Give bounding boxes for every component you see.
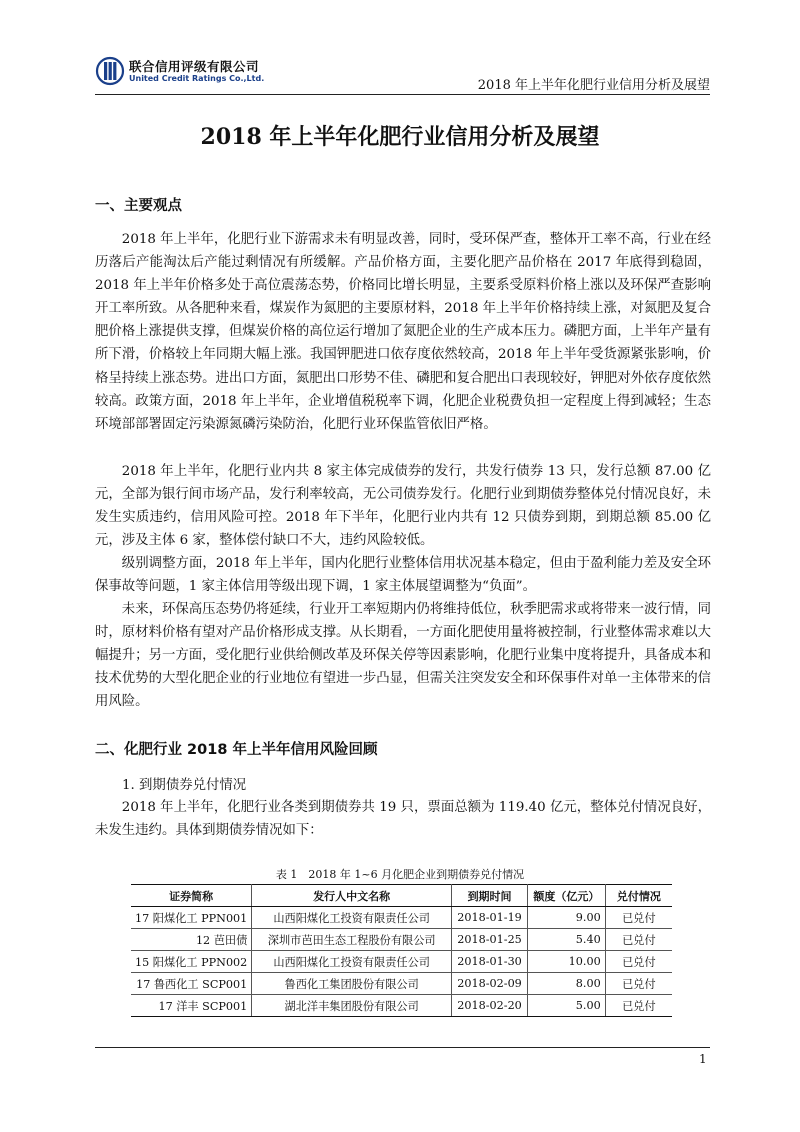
page-number: 1 <box>699 1052 707 1066</box>
cell-security: 17 阳煤化工 PPN001 <box>131 907 252 929</box>
cell-issuer: 深圳市芭田生态工程股份有限公司 <box>252 929 452 951</box>
cell-status: 已兑付 <box>605 995 672 1017</box>
cell-amount: 5.00 <box>528 995 606 1017</box>
document-title: 2018 年上半年化肥行业信用分析及展望 <box>200 124 600 150</box>
section-heading-2: 二、化肥行业 2018 年上半年信用风险回顾 <box>95 742 378 758</box>
paragraph-1: 2018 年上半年，化肥行业下游需求未有明显改善，同时，受环保严查，整体开工率不高，行业在经历落后产能淘汰后产能过剩情况有所缓解。产品价格方面，主要化肥产品价格在 2017 年底得到稳固，2018 年上半年价格多处于高位震荡态势，价格同比增长明显，主要系受原料价格上涨以及环保严查影响开工率所致。从各肥种来看，煤炭作为氮肥的主要原材料，2018 年上半年价格持续上涨，对氮肥及复合肥价格上涨提供支撑，但煤炭价格的高位运行增加了氮肥企业的生产成本压力。磷肥方面，上半年产量有所下滑，价格较上年同期大幅上涨。我国钾肥进口依存度依然较高，2018 年上半年受货源紧张影响，价格呈持续上涨态势。进出口方面，氮肥出口形势不佳、磷肥和复合肥出口表现较好，钾肥对外依存度依然较高。政策方面，2018 年上半年，企业增值税税率下调，化肥企业税费负担一定程度上得到减轻；生态环境部部署固定污染源氮磷污染防治，化肥行业环保监管依旧严格。 <box>95 232 711 432</box>
paragraph-4: 未来，环保高压态势仍将延续，行业开工率短期内仍将维持低位，秋季肥需求或将带来一波行情，同时，原材料价格有望对产品价格形成支撑。从长期看，一方面化肥使用量将被控制，行业整体需求难以大幅提升；另一方面，受化肥行业供给侧改革及环保关停等因素影响，化肥行业集中度将提升，具备成本和技术优势的大型化肥企业的行业地位有望进一步凸显，但需关注突发安全和环保事件对单一主体带来的信用风险。 <box>95 602 711 710</box>
bond-maturity-table <box>131 884 672 1017</box>
subsection-heading: 1. 到期债券兑付情况 <box>122 778 247 793</box>
col-header-maturity: 到期时间 <box>452 885 528 907</box>
paragraph-2: 2018 年上半年，化肥行业内共 8 家主体完成债券的发行，共发行债券 13 只，发行总额 87.00 亿元，全部为银行间市场产品，发行利率较高，无公司债券发行。化肥行业到期债券整体兑付情况良好，未发生实质违约，信用风险可控。2018 年下半年，化肥行业内共有 12 只债券到期，到期总额 85.00 亿元，涉及主体 6 家，整体偿付缺口不大，违约风险较低。 <box>95 464 711 549</box>
cell-amount: 10.00 <box>528 951 606 973</box>
table-row <box>131 907 672 929</box>
header-divider <box>95 94 710 95</box>
cell-issuer: 湖北洋丰集团股份有限公司 <box>252 995 452 1017</box>
table-row <box>131 951 672 973</box>
cell-amount: 5.40 <box>528 929 606 951</box>
col-header-security: 证券简称 <box>131 885 252 907</box>
cell-security: 12 芭田债 <box>131 929 252 951</box>
table-row <box>131 929 672 951</box>
cell-maturity: 2018-01-30 <box>452 951 528 973</box>
cell-status: 已兑付 <box>605 907 672 929</box>
cell-amount: 8.00 <box>528 973 606 995</box>
company-name-cn: 联合信用评级有限公司 <box>129 59 260 74</box>
cell-security: 15 阳煤化工 PPN002 <box>131 951 252 973</box>
cell-security: 17 鲁西化工 SCP001 <box>131 973 252 995</box>
table-caption: 表 1 2018 年 1~6 月化肥企业到期债券兑付情况 <box>275 868 525 881</box>
company-name-en: United Credit Ratings Co.,Ltd. <box>129 74 265 83</box>
cell-maturity: 2018-02-09 <box>452 973 528 995</box>
paragraph-3: 级别调整方面，2018 年上半年，国内化肥行业整体信用状况基本稳定，但由于盈利能力差及安全环保事故等问题，1 家主体信用等级出现下调，1 家主体展望调整为“负面”。 <box>95 556 711 595</box>
table-row <box>131 973 672 995</box>
ucr-logo-icon <box>95 56 125 86</box>
paragraph-5: 2018 年上半年，化肥行业各类到期债券共 19 只，票面总额为 119.40 亿元，整体兑付情况良好，未发生违约。具体到期债券情况如下： <box>95 800 711 839</box>
col-header-amount: 额度（亿元） <box>528 885 606 907</box>
section-heading-1: 一、主要观点 <box>95 198 182 214</box>
cell-security: 17 洋丰 SCP001 <box>131 995 252 1017</box>
cell-amount: 9.00 <box>528 907 606 929</box>
col-header-status: 兑付情况 <box>605 885 672 907</box>
cell-maturity: 2018-01-19 <box>452 907 528 929</box>
cell-issuer: 山西阳煤化工投资有限责任公司 <box>252 951 452 973</box>
cell-maturity: 2018-02-20 <box>452 995 528 1017</box>
cell-maturity: 2018-01-25 <box>452 929 528 951</box>
table-row <box>131 995 672 1017</box>
cell-status: 已兑付 <box>605 929 672 951</box>
footer-divider <box>95 1047 710 1048</box>
cell-status: 已兑付 <box>605 951 672 973</box>
col-header-issuer: 发行人中文名称 <box>252 885 452 907</box>
cell-issuer: 山西阳煤化工投资有限责任公司 <box>252 907 452 929</box>
running-title: 2018 年上半年化肥行业信用分析及展望 <box>477 78 710 93</box>
page-header <box>95 52 710 94</box>
table-header-row <box>131 885 672 907</box>
cell-status: 已兑付 <box>605 973 672 995</box>
cell-issuer: 鲁西化工集团股份有限公司 <box>252 973 452 995</box>
